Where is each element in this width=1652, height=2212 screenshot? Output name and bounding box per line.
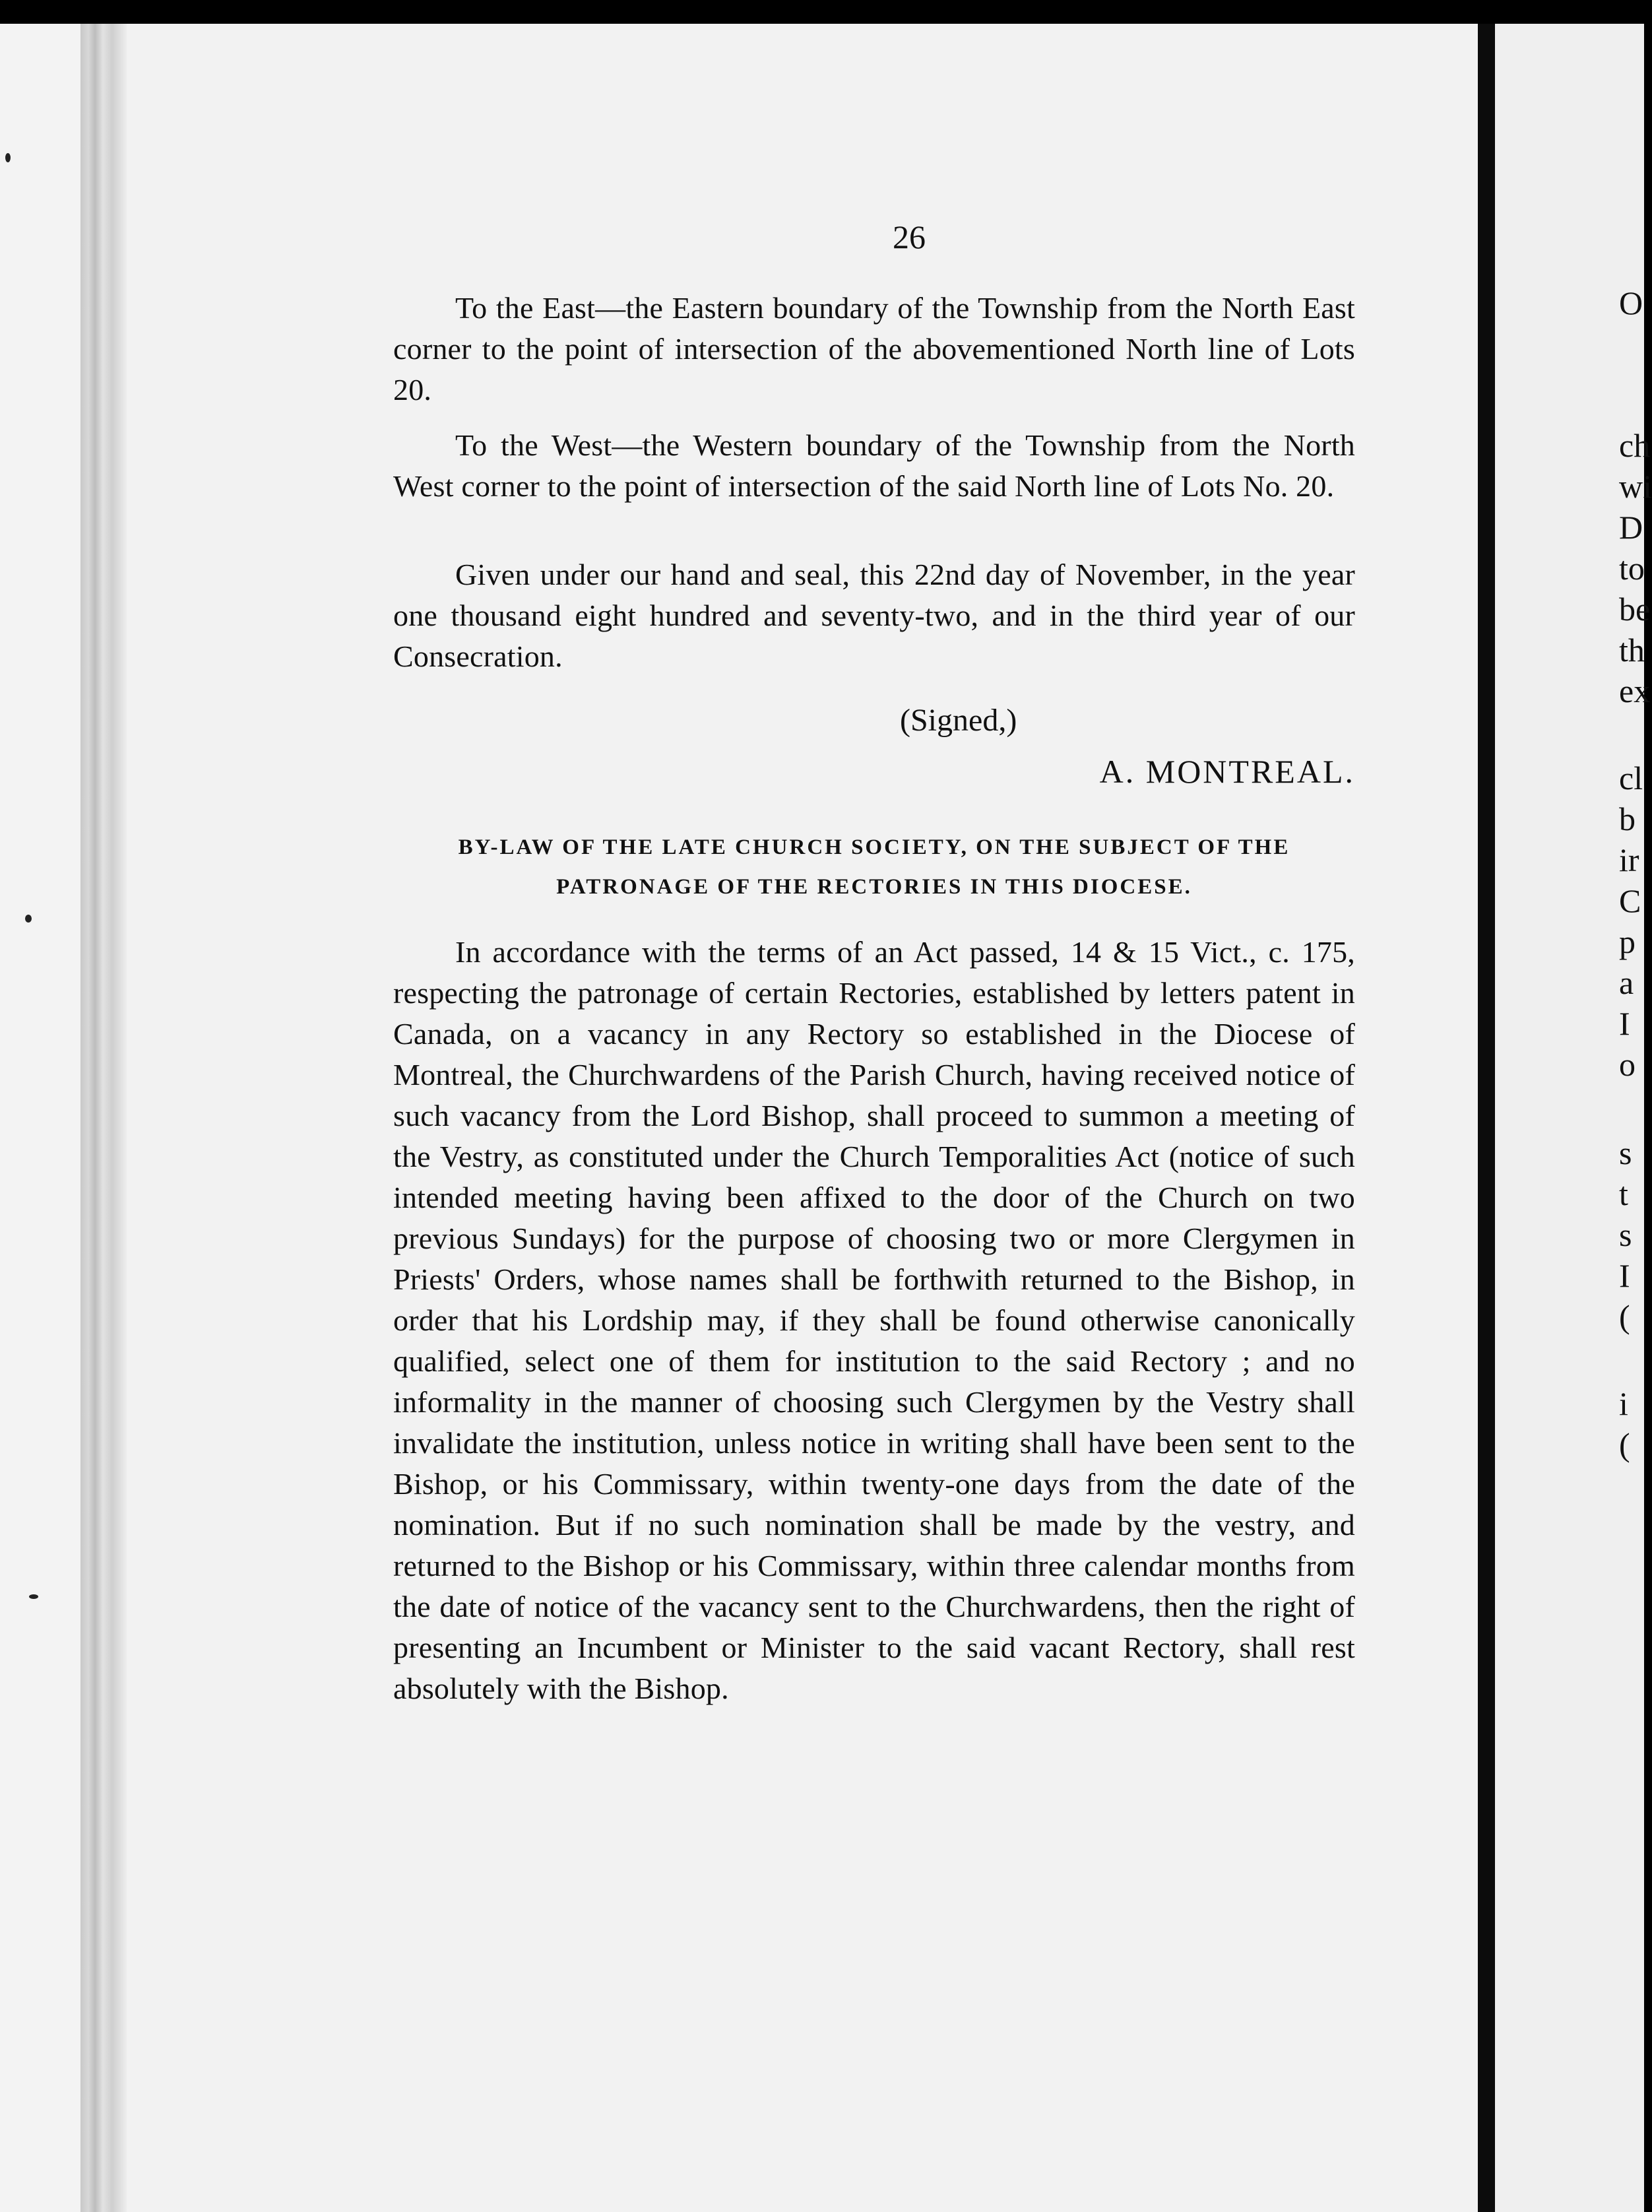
facing-page-edge: [1495, 24, 1652, 2212]
facing-page-fragment: C: [1619, 882, 1641, 919]
facing-page-fragment: cl: [1619, 760, 1643, 797]
paragraph-east-boundary: To the East—the Eastern boundary of the Township from the North East corner to the point of intersection of the abovementioned North line of Lots 20.: [393, 291, 1355, 407]
facing-page-fragment: I: [1619, 1005, 1630, 1042]
facing-page-fragment: I: [1619, 1257, 1630, 1294]
scan-speck: [5, 153, 11, 162]
bylaw-heading: BY-LAW OF THE LATE CHURCH SOCIETY, ON THE SUBJECT OF THE PATRONAGE OF THE RECTORIES IN THIS DIOCESE.: [458, 835, 1290, 899]
facing-page-fragment: O: [1619, 284, 1643, 321]
facing-page-fragment: i: [1619, 1385, 1628, 1422]
facing-page-fragment: be: [1619, 591, 1651, 628]
facing-page-fragment: th: [1619, 632, 1645, 668]
paragraph-west-boundary: To the West—the Western boundary of the Township from the North West corner to the point of intersection of the said North line of Lots No. 20.: [393, 428, 1355, 503]
facing-page-fragment: ch: [1619, 427, 1651, 464]
page-number: 26: [893, 218, 926, 255]
facing-page-fragment: s: [1619, 1134, 1632, 1171]
facing-page-fragment: b: [1619, 800, 1636, 837]
page-binding-edge: [80, 24, 127, 2212]
facing-page-fragment: p: [1619, 923, 1636, 960]
facing-page-fragment: ex: [1619, 672, 1651, 709]
bylaw-paragraph: In accordance with the terms of an Act passed, 14 & 15 Vict., c. 175, respecting the patronage of certain Rectories, established by letters patent in Canada, on a vacancy in any Rectory so established in the Diocese of Montreal, the Churchwardens of the Parish Church, having received notice of such vacancy from the Lord Bishop, shall proceed to summon a meeting of the Vestry, as constituted under the Church Temporalities Act (notice of such intended meeting having been affixed to the door of the Church on two previous Sundays) for the purpose of choosing two or more Clergymen in Priests' Orders, whose names shall be forthwith returned to the Bishop, in order that his Lordship may, if they shall be found otherwise canonically qualified, select one of them for institution to the said Rectory ; and no informality in the manner of choosing such Clergymen by the Vestry shall invalidate the institution, unless notice in writing shall have been sent to the Bishop, or his Commissary, within twenty-one days from the date of the nomination. But if no such nomination shall be made by the vestry, and returned to the Bishop or his Commissary, within three calendar months from the date of notice of the vacancy sent to the Churchwardens, then the right of presenting an Incumbent or Minister to the said vacant Rectory, shall rest absolutely with the Bishop.: [393, 935, 1355, 1705]
signature-name: A. MONTREAL.: [1099, 753, 1355, 790]
facing-page-fragment: a: [1619, 964, 1634, 1001]
facing-page-fragment: (: [1619, 1426, 1630, 1463]
facing-page-fragment: (: [1619, 1298, 1630, 1335]
signed-label: (Signed,): [900, 703, 1017, 738]
facing-page-fragment: to: [1619, 550, 1645, 587]
facing-page-fragment: t: [1619, 1175, 1628, 1212]
scan-speck: [29, 1594, 38, 1599]
scan-top-edge: [0, 0, 1644, 24]
page-gutter: [1478, 24, 1495, 2212]
scan-left-margin: [0, 24, 80, 2212]
facing-page-fragment: s: [1619, 1216, 1632, 1253]
facing-page-fragment: D: [1619, 509, 1643, 546]
facing-page-fragment: o: [1619, 1046, 1636, 1083]
facing-page-fragment: wi: [1619, 468, 1652, 505]
facing-page-fragment: ir: [1619, 841, 1639, 878]
paragraph-given-under-seal: Given under our hand and seal, this 22nd day of November, in the year one thousand eight hundred and seventy-two, and in the third year of our Consecration.: [393, 558, 1355, 673]
scan-speck: [25, 915, 32, 923]
